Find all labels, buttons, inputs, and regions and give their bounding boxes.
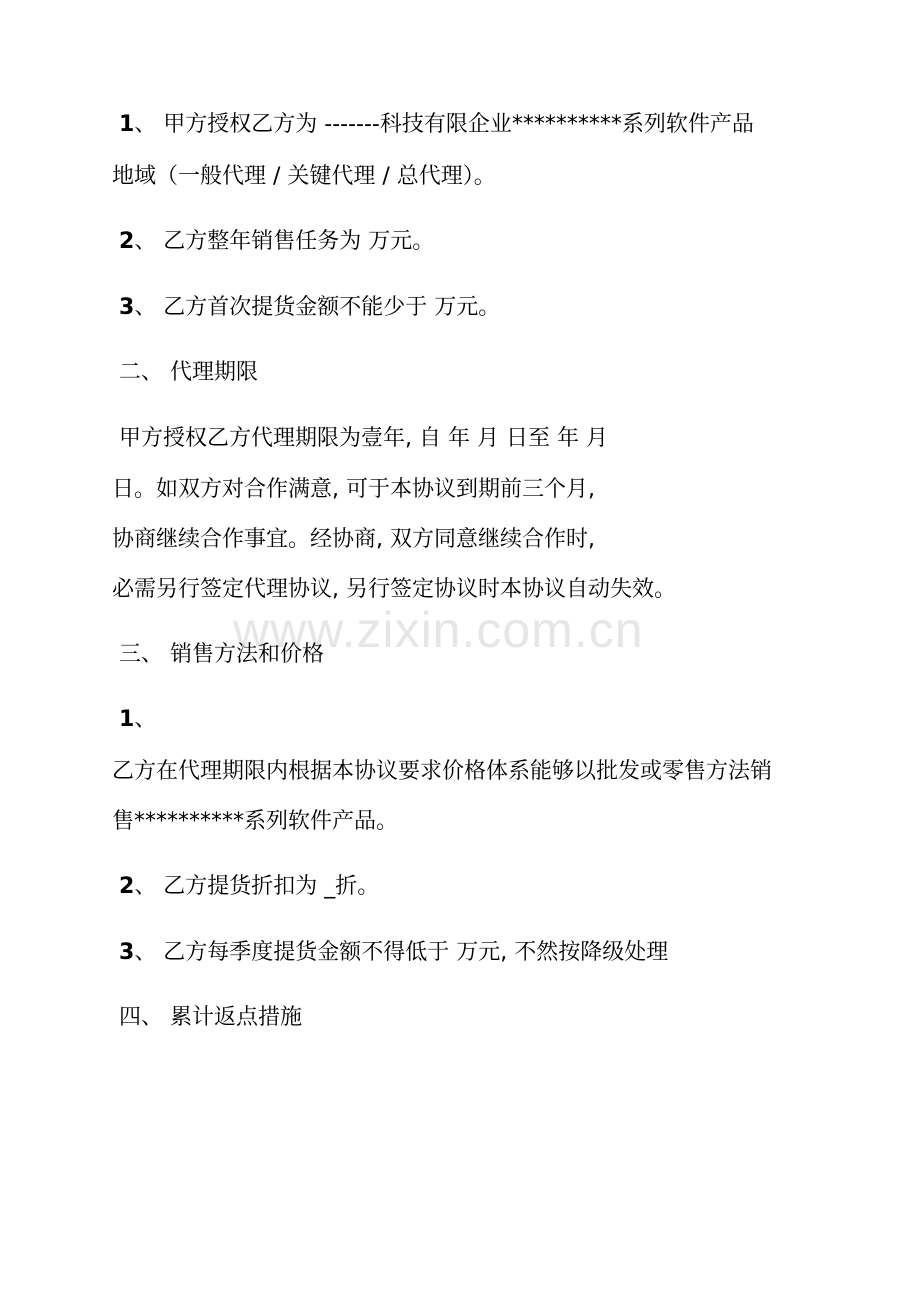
- clause-1-continuation: [112, 162, 496, 192]
- section-heading-text: 四、 累计返点措施: [119, 1005, 302, 1030]
- section-heading-text: 三、 销售方法和价格: [119, 642, 324, 667]
- clause-number: 1: [119, 707, 135, 732]
- clause-3-line: [119, 293, 500, 323]
- clause-number: 3: [119, 295, 135, 320]
- clause-1-line: [119, 705, 156, 735]
- clause-text: 、 甲方授权乙方为 -------科技有限企业**********系列软件产品: [134, 112, 754, 137]
- section-heading-text: 二、 代理期限: [119, 360, 258, 385]
- paragraph-text: 日。如双方对合作满意, 可于本协议到期前三个月,: [112, 477, 595, 502]
- clause-text: 、 乙方提货折扣为 _折。: [134, 874, 380, 899]
- paragraph-line: [112, 475, 595, 505]
- clause-text: 、 乙方每季度提货金额不得低于 万元, 不然按降级处理: [134, 940, 669, 965]
- section-heading-3: [119, 640, 324, 670]
- watermark: www.zixin.com.cn: [233, 602, 644, 658]
- clause-number: 2: [119, 874, 135, 899]
- paragraph-text: 售**********系列软件产品。: [112, 809, 399, 834]
- paragraph-text: 协商继续合作事宜。经协商, 双方同意继续合作时,: [112, 527, 595, 552]
- clause-number: 2: [119, 229, 135, 254]
- paragraph-line: [112, 575, 676, 605]
- clause-text: 、: [134, 707, 157, 732]
- paragraph-line: [112, 757, 772, 787]
- clause-1-line: [119, 110, 754, 140]
- clause-2-line: [119, 872, 379, 902]
- paragraph-text: 必需另行签定代理协议, 另行签定协议时本协议自动失效。: [112, 577, 676, 602]
- clause-3-line: [119, 938, 668, 968]
- clause-number: 3: [119, 940, 135, 965]
- paragraph-text: 乙方在代理期限内根据本协议要求价格体系能够以批发或零售方法销: [112, 759, 773, 784]
- clause-text: 、 乙方首次提货金额不能少于 万元。: [134, 295, 501, 320]
- paragraph-line: [112, 525, 595, 555]
- paragraph-line: [119, 424, 608, 454]
- paragraph-text: 甲方授权乙方代理期限为壹年, 自 年 月 日至 年 月: [119, 426, 608, 451]
- clause-text: 、 乙方整年销售任务为 万元。: [134, 229, 435, 254]
- clause-number: 1: [119, 112, 135, 137]
- section-heading-2: [119, 358, 258, 388]
- clause-text: 地域（一般代理 / 关键代理 / 总代理）。: [112, 164, 496, 189]
- clause-2-line: [119, 227, 434, 257]
- section-heading-4: [119, 1003, 302, 1033]
- paragraph-line: [112, 807, 398, 837]
